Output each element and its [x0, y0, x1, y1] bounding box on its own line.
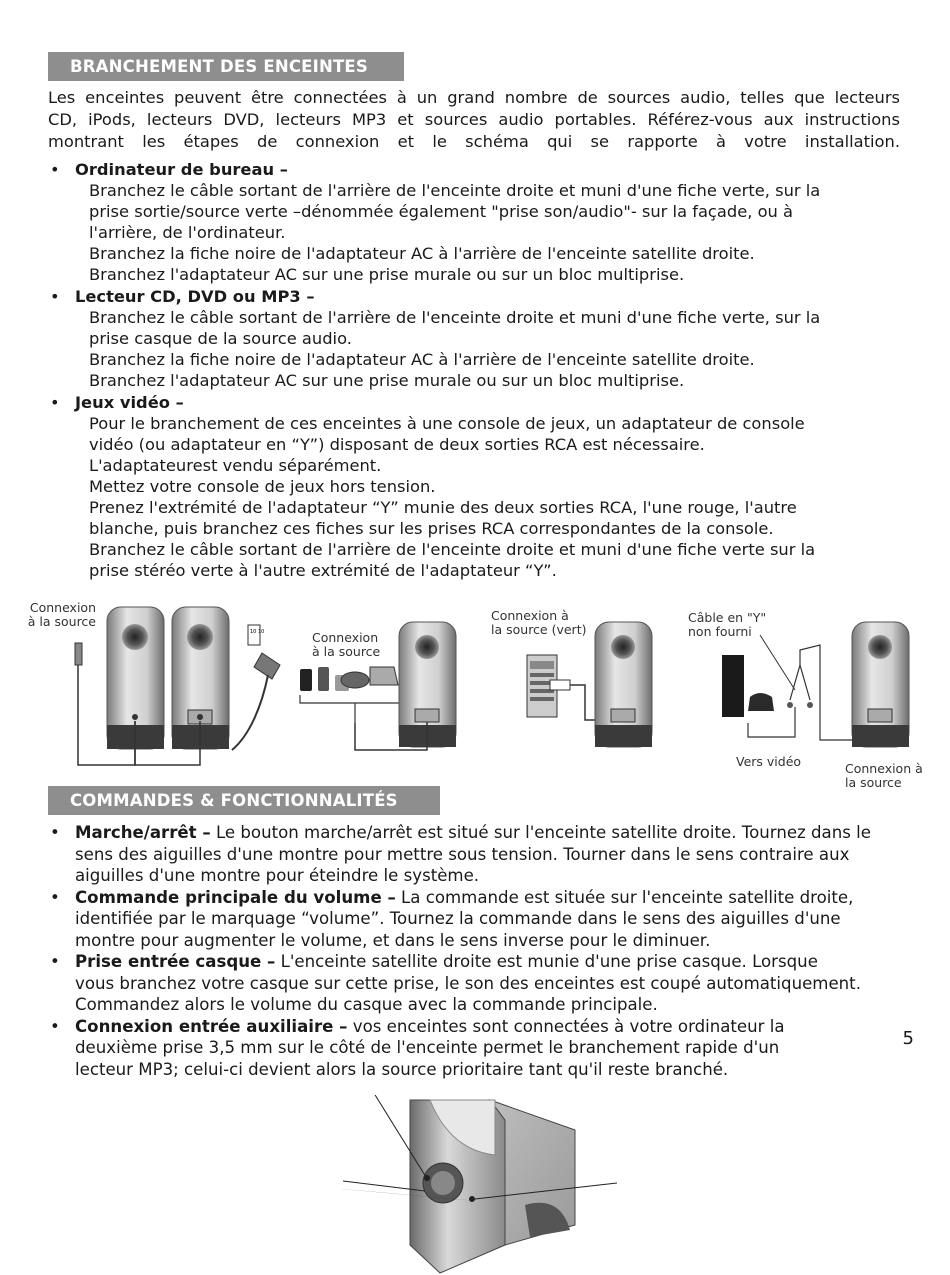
item-heading: Jeux vidéo –	[75, 393, 184, 412]
bullet: •	[50, 160, 60, 179]
caption-d1-source	[22, 601, 96, 629]
caption-d3-source	[491, 609, 586, 637]
list-item	[50, 286, 910, 391]
item-heading: Marche/arrêt –	[75, 823, 211, 842]
adapter-label: 10 10	[250, 629, 265, 635]
ac-adapter-icon	[232, 625, 280, 750]
item-line: Commandez alors le volume du casque avec la commande principale.	[75, 995, 658, 1014]
item-line: l'arrière, de l'ordinateur.	[89, 223, 286, 242]
intro-line: CD, iPods, lecteurs DVD, lecteurs MP3 et sources audio portables. Référez-vous aux instructions	[48, 110, 900, 129]
item-text: La commande est située sur l'enceinte satellite droite,	[395, 887, 854, 907]
bullet: •	[50, 393, 60, 412]
controls-list	[50, 822, 910, 1080]
caption-d4-cable	[688, 611, 766, 639]
list-item	[50, 887, 910, 952]
speaker-diagram4	[852, 622, 909, 747]
item-line: Branchez le câble sortant de l'arrière de l'enceinte droite et muni d'une fiche verte sur la	[89, 540, 816, 559]
item-line: sens des aiguilles d'une montre pour mettre sous tension. Tourner dans le sens contraire aux	[75, 844, 850, 864]
list-item	[50, 159, 910, 285]
item-text: Le bouton marche/arrêt est situé sur l'enceinte satellite droite. Tournez dans le	[210, 823, 871, 842]
item-line: prise stéréo verte à l'autre extrémité de l'adaptateur “Y”.	[89, 561, 557, 580]
portable-devices	[300, 667, 400, 723]
item-heading: Prise entrée casque –	[75, 952, 276, 971]
item-text: L'enceinte satellite droite est munie d'une prise casque. Lorsque	[275, 952, 818, 971]
item-line: lecteur MP3; celui-ci devient alors la source prioritaire tant qu'il reste branché.	[75, 1059, 729, 1079]
caption-line: Connexion	[312, 630, 379, 645]
bullet: •	[50, 823, 60, 842]
bullet: •	[50, 287, 60, 306]
caption-line: la source (vert)	[491, 622, 587, 637]
item-line: vous branchez votre casque sur cette prise, le son des enceintes est coupé automatiquement.	[75, 973, 861, 993]
item-line: blanche, puis branchez ces fiches sur les prises RCA correspondantes de la console.	[89, 519, 774, 538]
item-heading: Ordinateur de bureau –	[75, 160, 288, 179]
caption-line: Connexion	[29, 600, 96, 615]
intro-paragraph	[48, 87, 900, 153]
item-line: prise casque de la source audio.	[89, 329, 352, 348]
section-header-commandes	[48, 786, 440, 815]
item-line: Branchez la fiche noire de l'adaptateur AC à l'arrière de l'enceinte satellite droite.	[89, 350, 755, 369]
speaker-diagram3	[595, 622, 652, 747]
item-line: deuxième prise 3,5 mm sur le côté de l'enceinte permet le branchement rapide d'un	[75, 1038, 780, 1057]
caption-line: non fourni	[688, 624, 752, 639]
item-line: prise sortie/source verte –dénommée également "prise son/audio"- sur la façade, ou à	[89, 202, 793, 221]
caption-line: à la source	[312, 644, 381, 659]
item-line: Mettez votre console de jeux hors tension.	[89, 477, 436, 496]
item-line: Branchez le câble sortant de l'arrière de l'enceinte droite et muni d'une fiche verte, sur la	[89, 181, 821, 200]
list-item	[50, 392, 910, 581]
bullet: •	[50, 1016, 60, 1036]
caption-line: la source	[845, 775, 902, 790]
item-line: aiguilles d'une montre pour éteindre le système.	[75, 866, 480, 885]
intro-line: Les enceintes peuvent être connectées à un grand nombre de sources audio, telles que lecteurs	[48, 88, 900, 107]
item-line: montre pour augmenter le volume, et dans le sens inverse pour le diminuer.	[75, 930, 711, 950]
item-line: vidéo (ou adaptateur en “Y”) disposant de deux sorties RCA est nécessaire.	[89, 435, 705, 454]
caption-line: Connexion à	[845, 761, 923, 776]
caption-d4-video: Vers vidéo	[736, 754, 802, 769]
caption-d4-source	[845, 762, 923, 790]
bullet: •	[50, 887, 60, 907]
section-title: BRANCHEMENT DES ENCEINTES	[70, 57, 368, 76]
section-title: COMMANDES & FONCTIONNALITÉS	[70, 791, 398, 810]
item-heading: Lecteur CD, DVD ou MP3 –	[75, 287, 315, 306]
list-item	[50, 822, 910, 887]
item-line: L'adaptateurest vendu séparément.	[89, 456, 382, 475]
section-header-branchement	[48, 52, 404, 81]
connection-list	[50, 159, 910, 582]
item-heading: Connexion entrée auxiliaire –	[75, 1016, 348, 1036]
caption-line: Connexion à	[491, 608, 569, 623]
item-line: Pour le branchement de ces enceintes à une console de jeux, un adaptateur de console	[89, 414, 805, 433]
speaker-illustration	[330, 1095, 630, 1275]
item-line: Branchez l'adaptateur AC sur une prise murale ou sur un bloc multiprise.	[89, 265, 685, 284]
caption-line: Câble en "Y"	[688, 610, 767, 625]
list-item	[50, 1016, 910, 1081]
item-heading: Commande principale du volume –	[75, 887, 396, 907]
item-line: Branchez l'adaptateur AC sur une prise murale ou sur un bloc multiprise.	[89, 371, 685, 390]
caption-line: à la source	[27, 614, 96, 629]
item-line: Prenez l'extrémité de l'adaptateur “Y” munie des deux sorties RCA, l'une rouge, l'autre	[89, 498, 797, 517]
item-text: vos enceintes sont connectées à votre ordinateur la	[347, 1016, 785, 1036]
item-line: Branchez le câble sortant de l'arrière de l'enceinte droite et muni d'une fiche verte, sur la	[89, 308, 821, 327]
item-line: identifiée par le marquage “volume”. Tournez la commande dans le sens des aiguilles d'une	[75, 909, 841, 928]
page-number: 5	[902, 1028, 914, 1049]
list-item	[50, 951, 910, 1016]
bullet: •	[50, 952, 60, 971]
intro-line: montrant les étapes de connexion et le schéma qui se rapporte à votre installation.	[48, 132, 900, 151]
connection-diagram	[0, 595, 950, 790]
caption-d2-source	[312, 631, 380, 659]
item-line: Branchez la fiche noire de l'adaptateur AC à l'arrière de l'enceinte satellite droite.	[89, 244, 755, 263]
